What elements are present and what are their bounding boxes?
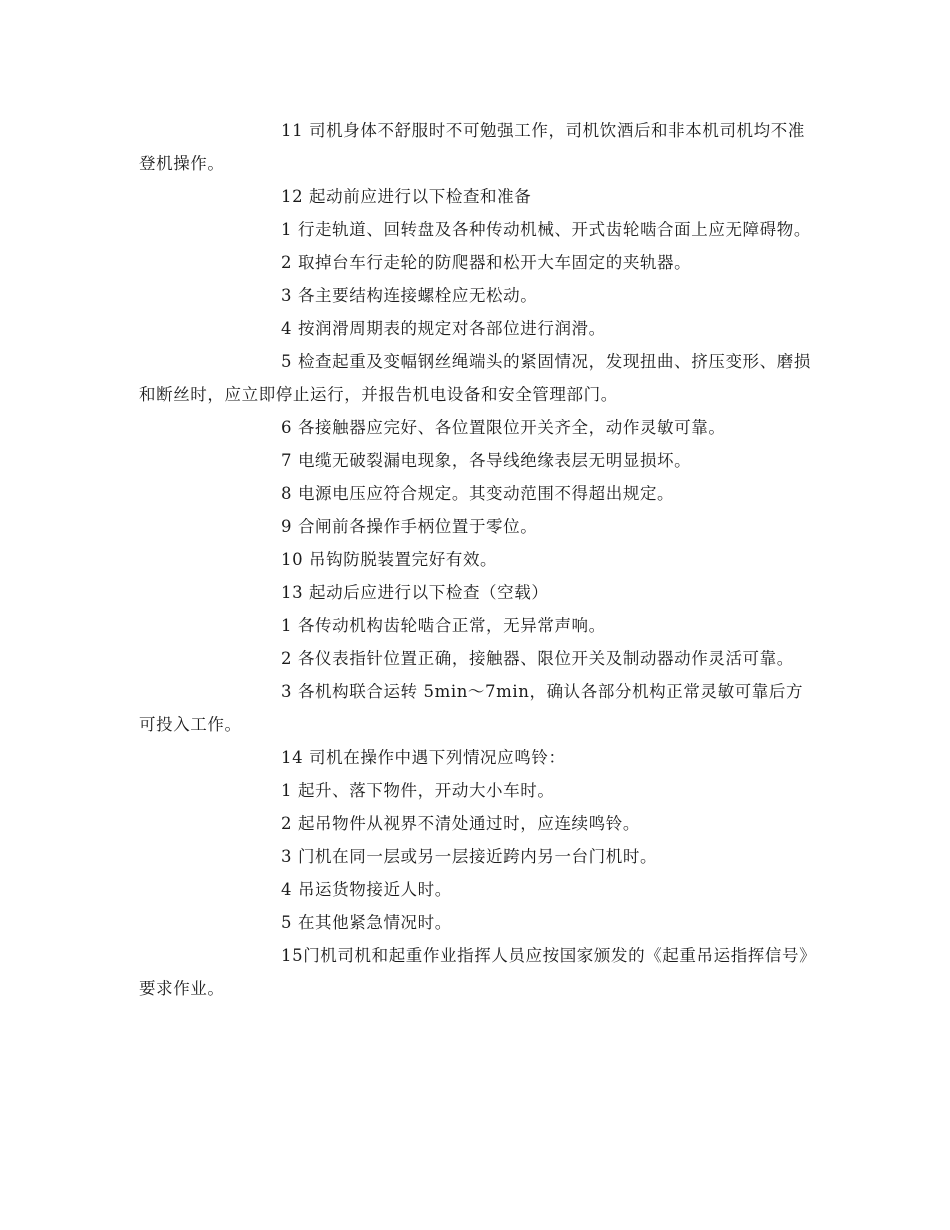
paragraph: 3 各主要结构连接螺栓应无松动。 <box>281 286 538 305</box>
paragraph: 3 各机构联合运转 5min～7min，确认各部分机构正常灵敏可靠后方可投入工作。 <box>139 682 804 734</box>
paragraph: 4 吊运货物接近人时。 <box>281 880 452 899</box>
paragraph: 12 起动前应进行以下检查和准备 <box>281 187 532 206</box>
document-body <box>139 114 811 1005</box>
paragraph: 15门机司机和起重作业指挥人员应按国家颁发的《起重吊运指挥信号》要求作业。 <box>139 946 808 998</box>
paragraph: 7 电缆无破裂漏电现象，各导线绝缘表层无明显损坏。 <box>281 451 692 470</box>
paragraph: 1 各传动机构齿轮啮合正常，无异常声响。 <box>281 616 606 635</box>
paragraph: 4 按润滑周期表的规定对各部位进行润滑。 <box>281 319 606 338</box>
paragraph: 8 电源电压应符合规定。其变动范围不得超出规定。 <box>281 484 675 503</box>
paragraph: 2 起吊物件从视界不清处通过时，应连续鸣铃。 <box>281 814 640 833</box>
paragraph: 9 合闸前各操作手柄位置于零位。 <box>281 517 538 536</box>
paragraph: 11 司机身体不舒服时不可勉强工作，司机饮酒后和非本机司机均不准登机操作。 <box>139 121 805 173</box>
paragraph: 2 各仪表指针位置正确，接触器、限位开关及制动器动作灵活可靠。 <box>281 649 794 668</box>
paragraph: 3 门机在同一层或另一层接近跨内另一台门机时。 <box>281 847 658 866</box>
paragraph: 13 起动后应进行以下检查（空载） <box>281 583 549 602</box>
paragraph: 5 检查起重及变幅钢丝绳端头的紧固情况，发现扭曲、挤压变形、磨损和断丝时，应立即停止运行，并报告机电设备和安全管理部门。 <box>139 352 811 404</box>
paragraph: 5 在其他紧急情况时。 <box>281 913 452 932</box>
paragraph: 6 各接触器应完好、各位置限位开关齐全，动作灵敏可靠。 <box>281 418 726 437</box>
paragraph: 1 行走轨道、回转盘及各种传动机械、开式齿轮啮合面上应无障碍物。 <box>281 220 811 239</box>
paragraph: 1 起升、落下物件，开动大小车时。 <box>281 781 555 800</box>
paragraph: 14 司机在操作中遇下列情况应鸣铃： <box>281 748 566 767</box>
paragraph: 10 吊钩防脱装置完好有效。 <box>281 550 498 569</box>
paragraph: 2 取掉台车行走轮的防爬器和松开大车固定的夹轨器。 <box>281 253 692 272</box>
